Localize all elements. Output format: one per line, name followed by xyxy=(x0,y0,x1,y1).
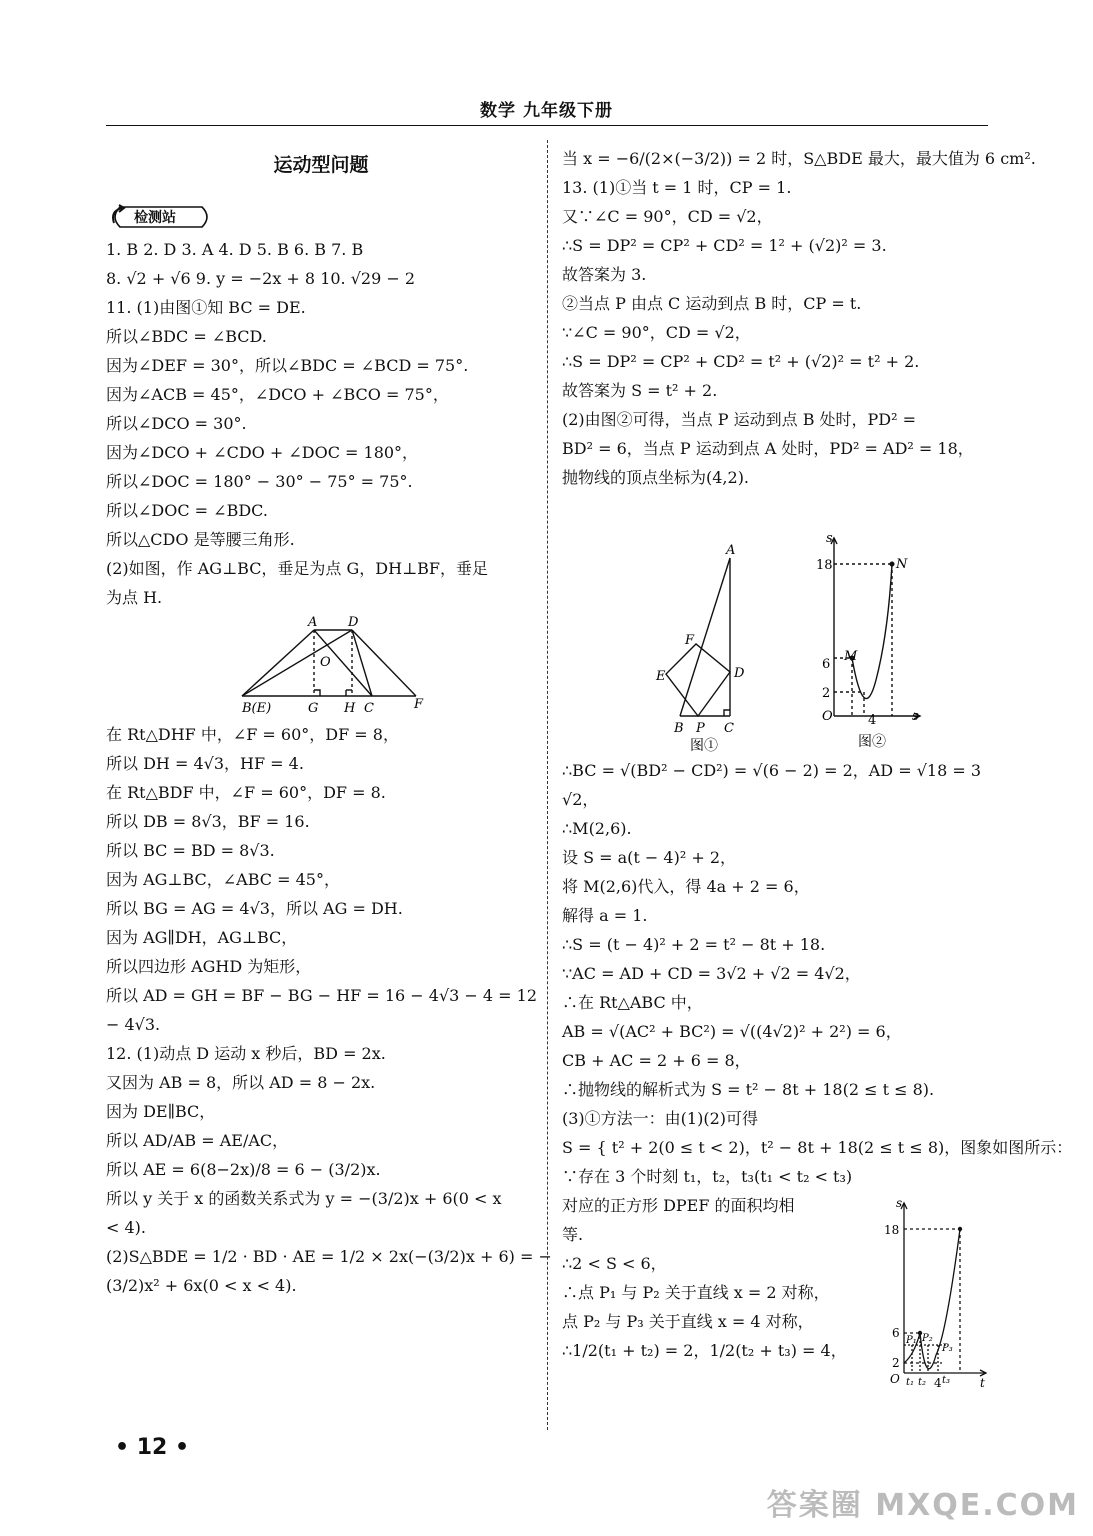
fig13c-label-t: t xyxy=(980,1376,985,1390)
left-top-line: 所以∠BDC = ∠BCD. xyxy=(106,327,267,346)
left-top-line: 所以∠DOC = ∠BDC. xyxy=(106,501,268,520)
right-top-line: ②当点 P 由点 C 运动到点 B 时，CP = t. xyxy=(562,294,862,313)
left-bottom-line: 所以 BG = AG = 4√3，所以 AG = DH. xyxy=(106,899,403,918)
fig13c-label-t2: t₂ xyxy=(918,1377,927,1388)
right-bottom-line: ∴在 Rt△ABC 中， xyxy=(562,993,703,1012)
fig13a-label-P: P xyxy=(696,721,705,736)
left-bottom-line: 又因为 AB = 8，所以 AD = 8 − 2x. xyxy=(106,1073,376,1092)
header-rule xyxy=(106,125,988,126)
right-bottom-line: AB = √(AC² + BC²) = √((4√2)² + 2²) = 6， xyxy=(562,1022,902,1041)
fig11-label-D: D xyxy=(348,615,359,630)
left-bottom-line: − 4√3. xyxy=(106,1015,161,1034)
fig13c-label-O: O xyxy=(890,1372,900,1386)
right-bottom-line: 解得 a = 1. xyxy=(562,906,648,925)
fig13c-label-P3: P₃ xyxy=(942,1343,953,1354)
right-top-line: 故答案为 3. xyxy=(562,265,647,284)
right-bottom-line: ∵AC = AD + CD = 3√2 + √2 = 4√2， xyxy=(562,964,861,983)
left-top-line: 8. √2 + √6 9. y = −2x + 8 10. √29 − 2 xyxy=(106,269,416,288)
right-top-line: 13. (1)①当 t = 1 时，CP = 1. xyxy=(562,178,792,197)
fig13a-label-C: C xyxy=(724,721,734,736)
left-bottom-line: 所以 BC = BD = 8√3. xyxy=(106,841,275,860)
fig13a-label-A: A xyxy=(726,543,736,558)
fig11-label-BE: B(E) xyxy=(242,701,272,716)
left-top-line: 所以△CDO 是等腰三角形. xyxy=(106,530,295,549)
fig13c-label-18: 18 xyxy=(884,1223,900,1237)
right-bottom-line: 等. xyxy=(562,1225,584,1244)
left-column-bottom xyxy=(106,720,552,1300)
fig13a-label-D: D xyxy=(734,666,745,681)
fig11-label-H: H xyxy=(344,701,356,716)
left-top-line: (2)如图，作 AG⊥BC，垂足为点 G，DH⊥BF，垂足 xyxy=(106,559,488,578)
fig13c-label-6: 6 xyxy=(892,1326,900,1340)
column-divider xyxy=(547,140,548,1430)
fig13c-label-P1: P₁ xyxy=(906,1335,917,1346)
left-bottom-line: 所以 AD/AB = AE/AC， xyxy=(106,1131,289,1150)
left-bottom-line: 12. (1)动点 D 运动 x 秒后，BD = 2x. xyxy=(106,1044,386,1063)
right-column-top xyxy=(562,144,1036,492)
right-bottom-line: ∴抛物线的解析式为 S = t² − 8t + 18(2 ≤ t ≤ 8). xyxy=(562,1080,935,1099)
fig11-label-A: A xyxy=(308,615,318,630)
fig13c-label-t3: t₃ xyxy=(942,1375,951,1386)
left-top-line: 为点 H. xyxy=(106,588,163,607)
left-bottom-line: 所以 y 关于 x 的函数关系式为 y = −(3/2)x + 6(0 < x xyxy=(106,1189,502,1208)
fig13b-label-M: M xyxy=(844,649,858,664)
right-bottom-line: 点 P₂ 与 P₃ 关于直线 x = 4 对称， xyxy=(562,1312,814,1331)
fig13b-label-O: O xyxy=(822,709,833,724)
fig13a-label-E: E xyxy=(656,669,666,684)
figure-11 xyxy=(236,612,436,720)
fig13c-label-2: 2 xyxy=(892,1356,900,1370)
right-bottom-line: ∴BC = √(BD² − CD²) = √(6 − 2) = 2，AD = √18 = 3 xyxy=(562,761,982,780)
left-bottom-line: 所以四边形 AGHD 为矩形， xyxy=(106,957,312,976)
right-top-line: 故答案为 S = t² + 2. xyxy=(562,381,718,400)
left-bottom-line: 所以 AD = GH = BF − BG − HF = 16 − 4√3 − 4 = 12 xyxy=(106,986,538,1005)
right-bottom-line: √2， xyxy=(562,790,599,809)
figure-13-1 xyxy=(650,540,760,755)
fig13c-label-4: 4 xyxy=(934,1376,942,1390)
right-top-line: 当 x = −6/(2×(−3/2)) = 2 时，S△BDE 最大，最大值为 6 cm². xyxy=(562,149,1036,168)
fig13c-label-t1: t₁ xyxy=(906,1377,915,1388)
fig13a-label-B: B xyxy=(674,721,684,736)
right-bottom-line: 对应的正方形 DPEF 的面积均相 xyxy=(562,1196,795,1215)
left-bottom-line: 所以 DB = 8√3，BF = 16. xyxy=(106,812,310,831)
left-column-top xyxy=(106,235,536,612)
right-top-line: 抛物线的顶点坐标为(4,2). xyxy=(562,468,750,487)
left-bottom-line: 因为 DE∥BC， xyxy=(106,1102,216,1121)
right-bottom-line: (3)①方法一：由(1)(2)可得 xyxy=(562,1109,758,1128)
right-top-line: (2)由图②可得，当点 P 运动到点 B 处时，PD² = xyxy=(562,410,917,429)
figure-13-3 xyxy=(882,1195,992,1395)
right-top-line: ∵∠C = 90°，CD = √2， xyxy=(562,323,751,342)
fig13a-label-F: F xyxy=(685,633,695,648)
left-top-line: 1. B 2. D 3. A 4. D 5. B 6. B 7. B xyxy=(106,240,364,259)
right-top-line: BD² = 6，当点 P 运动到点 A 处时，PD² = AD² = 18， xyxy=(562,439,974,458)
left-top-line: 因为∠DCO + ∠CDO + ∠DOC = 180°， xyxy=(106,443,419,462)
fig13b-label-18: 18 xyxy=(816,558,833,573)
right-bottom-line: ∵存在 3 个时刻 t₁，t₂，t₃(t₁ < t₂ < t₃) xyxy=(562,1167,853,1186)
figure-13-2 xyxy=(808,530,928,755)
left-top-line: 所以∠DOC = 180° − 30° − 75° = 75°. xyxy=(106,472,413,491)
left-top-line: 因为∠ACB = 45°，∠DCO + ∠BCO = 75°， xyxy=(106,385,449,404)
right-top-line: ∴S = DP² = CP² + CD² = t² + (√2)² = t² + 2. xyxy=(562,352,920,371)
right-bottom-line: ∴S = (t − 4)² + 2 = t² − 8t + 18. xyxy=(562,935,826,954)
left-bottom-line: (3/2)x² + 6x(0 < x < 4). xyxy=(106,1276,297,1295)
left-bottom-line: 因为 AG∥DH，AG⊥BC， xyxy=(106,928,298,947)
fig13b-label-s-axis: s xyxy=(912,709,919,724)
fig13b-label-N: N xyxy=(896,557,908,572)
fig13b-caption: 图② xyxy=(858,734,886,750)
left-bottom-line: < 4). xyxy=(106,1218,146,1237)
left-bottom-line: 所以 AE = 6(8−2x)/8 = 6 − (3/2)x. xyxy=(106,1160,381,1179)
badge-label: 检测站 xyxy=(134,210,176,226)
right-bottom-line: 设 S = a(t − 4)² + 2， xyxy=(562,848,737,867)
fig13b-label-s: s xyxy=(826,531,833,546)
fig11-label-O: O xyxy=(320,655,331,670)
page-number: • 12 • xyxy=(115,1435,190,1460)
left-bottom-line: 因为 AG⊥BC，∠ABC = 45°， xyxy=(106,870,340,889)
left-bottom-line: (2)S△BDE = 1/2 · BD · AE = 1/2 × 2x(−(3/2)x + 6) = − xyxy=(106,1247,552,1266)
fig13c-label-P2: P₂ xyxy=(922,1333,933,1344)
fig11-label-F: F xyxy=(414,697,424,712)
right-top-line: 又∵∠C = 90°，CD = √2， xyxy=(562,207,773,226)
fig13c-label-s: s xyxy=(896,1196,903,1210)
running-header: 数学 九年级下册 xyxy=(480,101,613,121)
right-bottom-line: ∴2 < S < 6， xyxy=(562,1254,667,1273)
watermark: 答案圈 MXQE.COM xyxy=(766,1488,1079,1523)
right-bottom-line: ∴点 P₁ 与 P₂ 关于直线 x = 2 对称， xyxy=(562,1283,830,1302)
section-title: 运动型问题 xyxy=(273,154,369,176)
right-bottom-line: S = { t² + 2(0 ≤ t < 2)，t² − 8t + 18(2 ≤ t ≤ 8)，图象如图所示： xyxy=(562,1138,1073,1157)
right-bottom-line: CB + AC = 2 + 6 = 8， xyxy=(562,1051,751,1070)
fig11-label-C: C xyxy=(364,701,374,716)
left-top-line: 因为∠DEF = 30°，所以∠BDC = ∠BCD = 75°. xyxy=(106,356,469,375)
fig13b-label-6: 6 xyxy=(822,657,831,672)
fig13b-label-2: 2 xyxy=(822,686,831,701)
left-top-line: 11. (1)由图①知 BC = DE. xyxy=(106,298,306,317)
fig13b-label-4: 4 xyxy=(868,713,877,728)
right-bottom-line: ∴1/2(t₁ + t₂) = 2，1/2(t₂ + t₃) = 4， xyxy=(562,1341,847,1360)
section-badge xyxy=(106,203,214,231)
left-bottom-line: 在 Rt△DHF 中，∠F = 60°，DF = 8， xyxy=(106,725,399,744)
left-top-line: 所以∠DCO = 30°. xyxy=(106,414,247,433)
right-top-line: ∴S = DP² = CP² + CD² = 1² + (√2)² = 3. xyxy=(562,236,887,255)
right-bottom-line: ∴M(2,6). xyxy=(562,819,632,838)
fig13a-caption: 图① xyxy=(690,738,718,754)
right-bottom-line: 将 M(2,6)代入，得 4a + 2 = 6， xyxy=(562,877,810,896)
left-bottom-line: 在 Rt△BDF 中，∠F = 60°，DF = 8. xyxy=(106,783,386,802)
fig11-label-G: G xyxy=(308,701,319,716)
left-bottom-line: 所以 DH = 4√3，HF = 4. xyxy=(106,754,304,773)
